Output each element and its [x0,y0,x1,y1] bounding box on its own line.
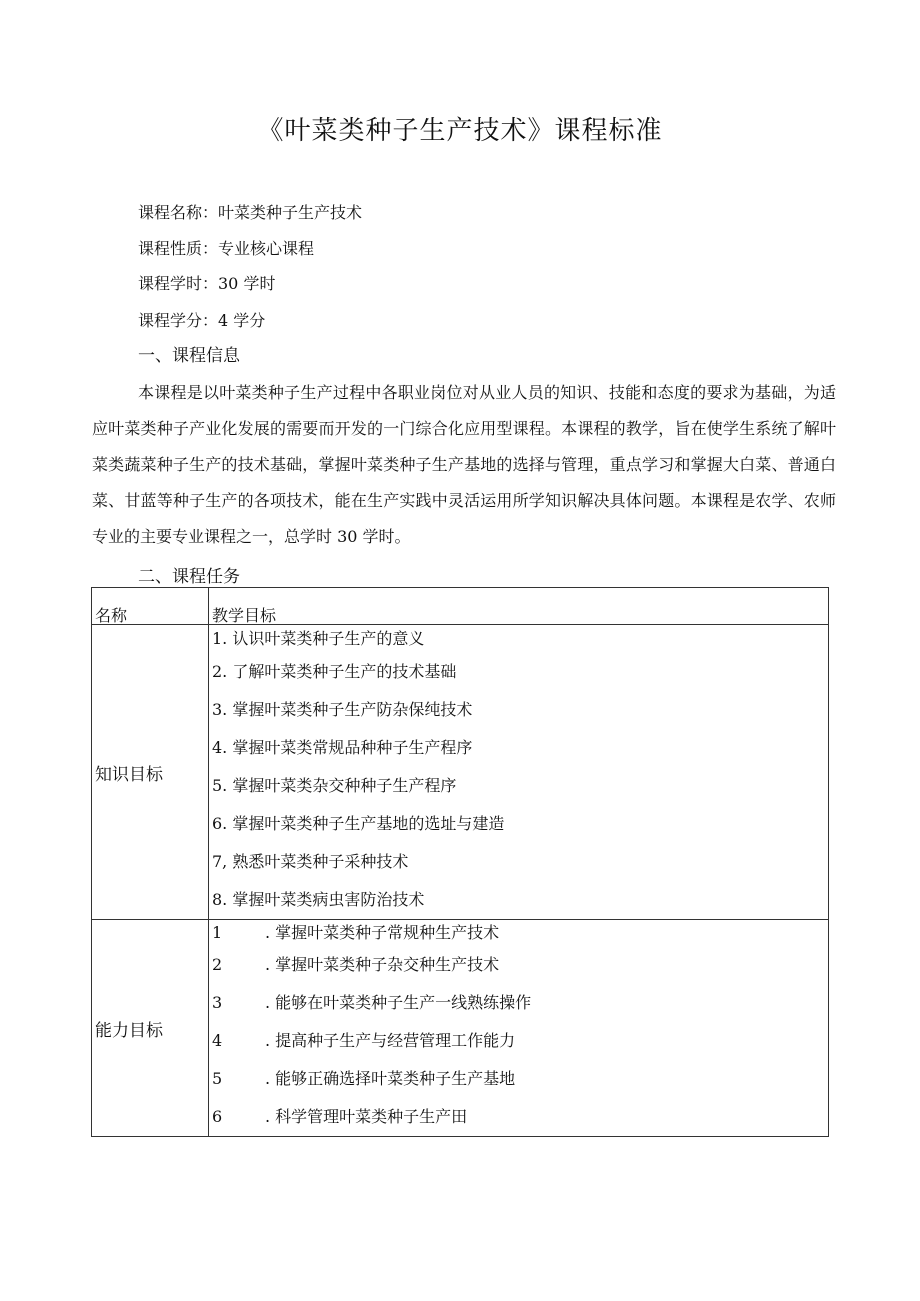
knowledge-item: 1. 认识叶菜类种子生产的意义 [212,629,425,648]
table-header-row [92,588,829,625]
ability-item-text: . 掌握叶菜类种子杂交种生产技术 [265,955,500,974]
course-goals-table [91,587,829,1137]
ability-item-text: . 能够在叶菜类种子生产一线熟练操作 [265,993,532,1012]
section-heading-course-info: 一、课程信息 [138,346,240,366]
ability-item [209,984,828,1022]
ability-item-text: . 掌握叶菜类种子常规种生产技术 [265,923,500,942]
ability-row [92,920,829,1137]
ability-goals [209,920,829,1137]
ability-item-number: 4 [212,1031,223,1050]
ability-item [209,1060,828,1098]
knowledge-row [92,625,829,920]
knowledge-label: 知识目标 [92,625,209,920]
page-title: 《叶菜类种子生产技术》课程标准 [257,116,663,146]
ability-item [209,1022,828,1060]
ability-item-text: . 科学管理叶菜类种子生产田 [265,1107,468,1126]
course-info-paragraph: 本课程是以叶菜类种子生产过程中各职业岗位对从业人员的知识、技能和态度的要求为基础，为适应叶菜类种子产业化发展的需要而开发的一门综合化应用型课程。本课程的教学，旨在使学生系统了解叶菜类蔬菜种子生产的技术基础，掌握叶菜类种子生产基地的选择与管理，重点学习和掌握大白菜、普通白菜、甘蓝等种子生产的各项技术，能在生产实践中灵活运用所学知识解决具体问题。本课程是农学、农师专业的主要专业课程之一，总学时 30 学时。 [92,383,836,546]
header-name: 名称 [92,588,209,625]
ability-item-number: 3 [212,993,223,1012]
knowledge-item: 5. 掌握叶菜类杂交种种子生产程序 [212,776,457,795]
knowledge-item: 3. 掌握叶菜类种子生产防杂保纯技术 [212,700,473,719]
course-name: 课程名称：叶菜类种子生产技术 [138,203,363,222]
course-hours: 课程学时：30 学时 [138,274,276,293]
knowledge-item: 2. 了解叶菜类种子生产的技术基础 [212,662,457,681]
ability-item [209,920,828,946]
course-credits: 课程学分：4 学分 [138,311,266,330]
knowledge-item: 8. 掌握叶菜类病虫害防治技术 [212,890,425,909]
knowledge-item: 6. 掌握叶菜类种子生产基地的选址与建造 [212,814,505,833]
ability-item-text: . 提高种子生产与经营管理工作能力 [265,1031,516,1050]
knowledge-goals [209,625,829,920]
ability-item [209,1098,828,1136]
ability-item-number: 5 [212,1069,223,1088]
course-nature: 课程性质：专业核心课程 [138,239,315,258]
ability-item-number: 6 [212,1107,223,1126]
section-heading-course-tasks: 二、课程任务 [138,567,240,587]
knowledge-item: 4. 掌握叶菜类常规品种种子生产程序 [212,738,473,757]
ability-item-number: 1 [212,923,223,942]
ability-item-number: 2 [212,955,223,974]
header-goal: 教学目标 [209,588,829,625]
knowledge-item: 7, 熟悉叶菜类种子采种技术 [212,852,409,871]
ability-item-text: . 能够正确选择叶菜类种子生产基地 [265,1069,516,1088]
ability-item [209,946,828,984]
ability-label: 能力目标 [92,920,209,1137]
